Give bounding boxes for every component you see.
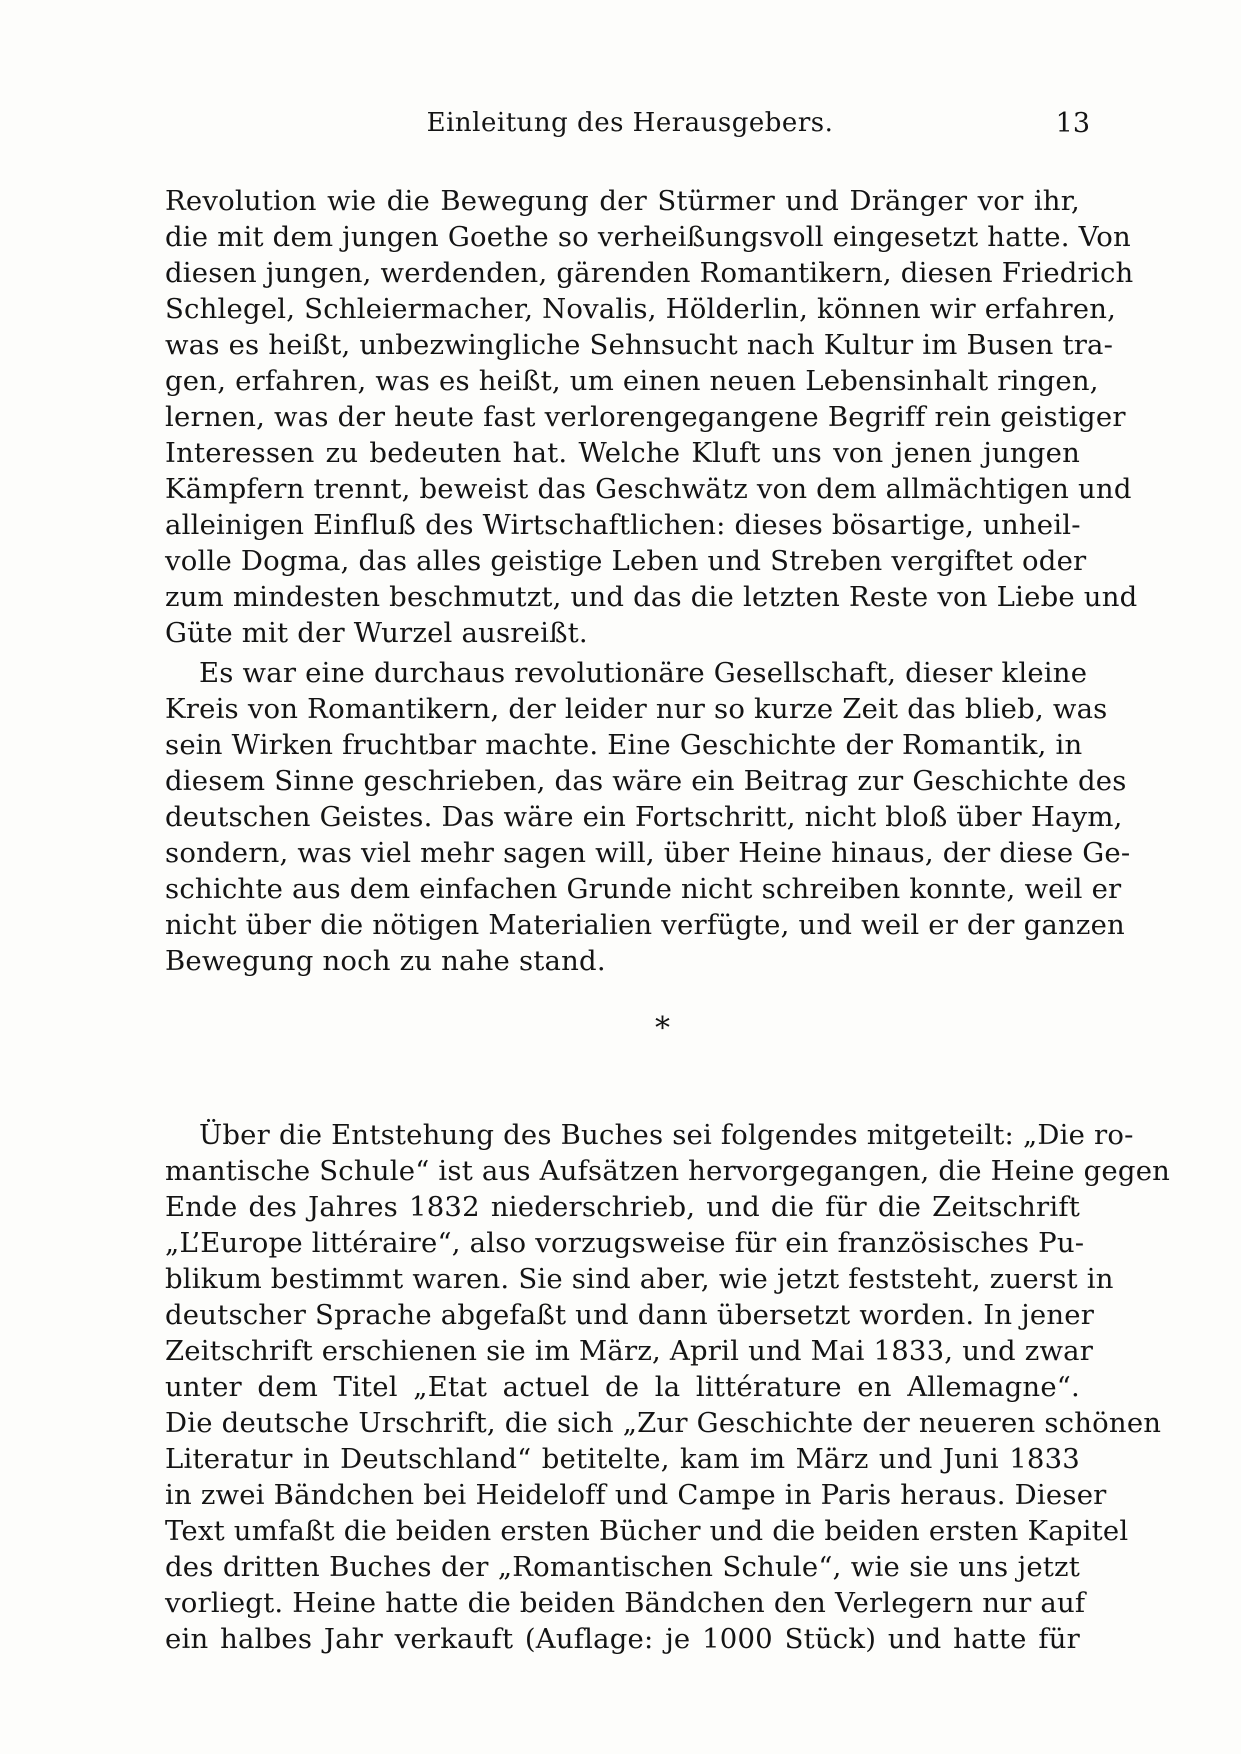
text-line: blikum bestimmt waren. Sie sind aber, wie jetzt feststeht, zuerst in <box>165 1263 1114 1295</box>
text-line: unter dem Titel „Etat actuel de la littérature en Allemagne“. <box>165 1371 1080 1403</box>
section-separator: * <box>655 1011 670 1046</box>
text-line: Literatur in Deutschland“ betitelte, kam im März und Juni 1833 <box>165 1443 1080 1475</box>
text-line: „L’Europe littéraire“, also vorzugsweise für ein französisches Pu- <box>165 1227 1085 1259</box>
text-line: Es war eine durchaus revolutionäre Gesellschaft, dieser kleine <box>199 657 1088 689</box>
text-line: diesem Sinne geschrieben, das wäre ein Beitrag zur Geschichte des <box>165 765 1127 797</box>
text-line: diesen jungen, werdenden, gärenden Romantikern, diesen Friedrich <box>165 257 1134 289</box>
text-line: in zwei Bändchen bei Heideloff und Campe in Paris heraus. Dieser <box>165 1479 1107 1511</box>
running-title: Einleitung des Herausgebers. <box>426 108 834 138</box>
text-line: Ende des Jahres 1832 niederschrieb, und die für die Zeitschrift <box>165 1191 1080 1223</box>
text-line: gen, erfahren, was es heißt, um einen neuen Lebensinhalt ringen, <box>165 365 1099 397</box>
text-line: deutschen Geistes. Das wäre ein Fortschritt, nicht bloß über Haym, <box>165 801 1123 833</box>
text-line: ein halbes Jahr verkauft (Auflage: je 1000 Stück) und hatte für <box>165 1623 1080 1655</box>
text-line: die mit dem jungen Goethe so verheißungsvoll eingesetzt hatte. Von <box>165 221 1131 253</box>
body-text <box>165 183 1171 1657</box>
paragraph-2 <box>165 655 1131 979</box>
text-line: Text umfaßt die beiden ersten Bücher und die beiden ersten Kapitel <box>165 1515 1129 1547</box>
text-line: was es heißt, unbezwingliche Sehnsucht nach Kultur im Busen tra- <box>165 329 1114 361</box>
text-line: mantische Schule“ ist aus Aufsätzen hervorgegangen, die Heine gegen <box>165 1155 1171 1187</box>
paragraph-3 <box>165 1117 1171 1657</box>
text-line: Kämpfern trennt, beweist das Geschwätz von dem allmächtigen und <box>165 473 1132 505</box>
text-line: Über die Entstehung des Buches sei folgendes mitgeteilt: „Die ro- <box>199 1119 1134 1151</box>
text-line: Revolution wie die Bewegung der Stürmer und Dränger vor ihr, <box>165 185 1080 217</box>
text-line: schichte aus dem einfachen Grunde nicht schreiben konnte, weil er <box>165 873 1122 905</box>
text-line: sondern, was viel mehr sagen will, über Heine hinaus, der diese Ge- <box>165 837 1131 869</box>
text-line: deutscher Sprache abgefaßt und dann übersetzt worden. In jener <box>165 1299 1095 1331</box>
text-line: Zeitschrift erschienen sie im März, April und Mai 1833, und zwar <box>165 1335 1094 1367</box>
text-line: alleinigen Einfluß des Wirtschaftlichen: dieses bösartige, unheil- <box>165 509 1081 541</box>
text-line: vorliegt. Heine hatte die beiden Bändchen den Verlegern nur auf <box>165 1587 1086 1619</box>
text-line: lernen, was der heute fast verlorengegangene Begriff rein geistiger <box>165 401 1126 433</box>
text-line: sein Wirken fruchtbar machte. Eine Geschichte der Romantik, in <box>165 729 1083 761</box>
text-line: Kreis von Romantikern, der leider nur so kurze Zeit das blieb, was <box>165 693 1108 725</box>
text-line: Schlegel, Schleiermacher, Novalis, Hölderlin, können wir erfahren, <box>165 293 1117 325</box>
text-line: Güte mit der Wurzel ausreißt. <box>165 617 588 649</box>
text-line: Die deutsche Urschrift, die sich „Zur Geschichte der neueren schönen <box>165 1407 1162 1439</box>
paragraph-1 <box>165 183 1138 651</box>
text-line: volle Dogma, das alles geistige Leben und Streben vergiftet oder <box>165 545 1087 577</box>
page-header <box>170 108 1090 148</box>
page-number: 13 <box>1055 108 1090 139</box>
text-line: des dritten Buches der „Romantischen Schule“, wie sie uns jetzt <box>165 1551 1080 1583</box>
text-line: Interessen zu bedeuten hat. Welche Kluft uns von jenen jungen <box>165 437 1080 469</box>
text-line: Bewegung noch zu nahe stand. <box>165 945 606 977</box>
text-line: zum mindesten beschmutzt, und das die letzten Reste von Liebe und <box>165 581 1138 613</box>
text-line: nicht über die nötigen Materialien verfügte, und weil er der ganzen <box>165 909 1125 941</box>
